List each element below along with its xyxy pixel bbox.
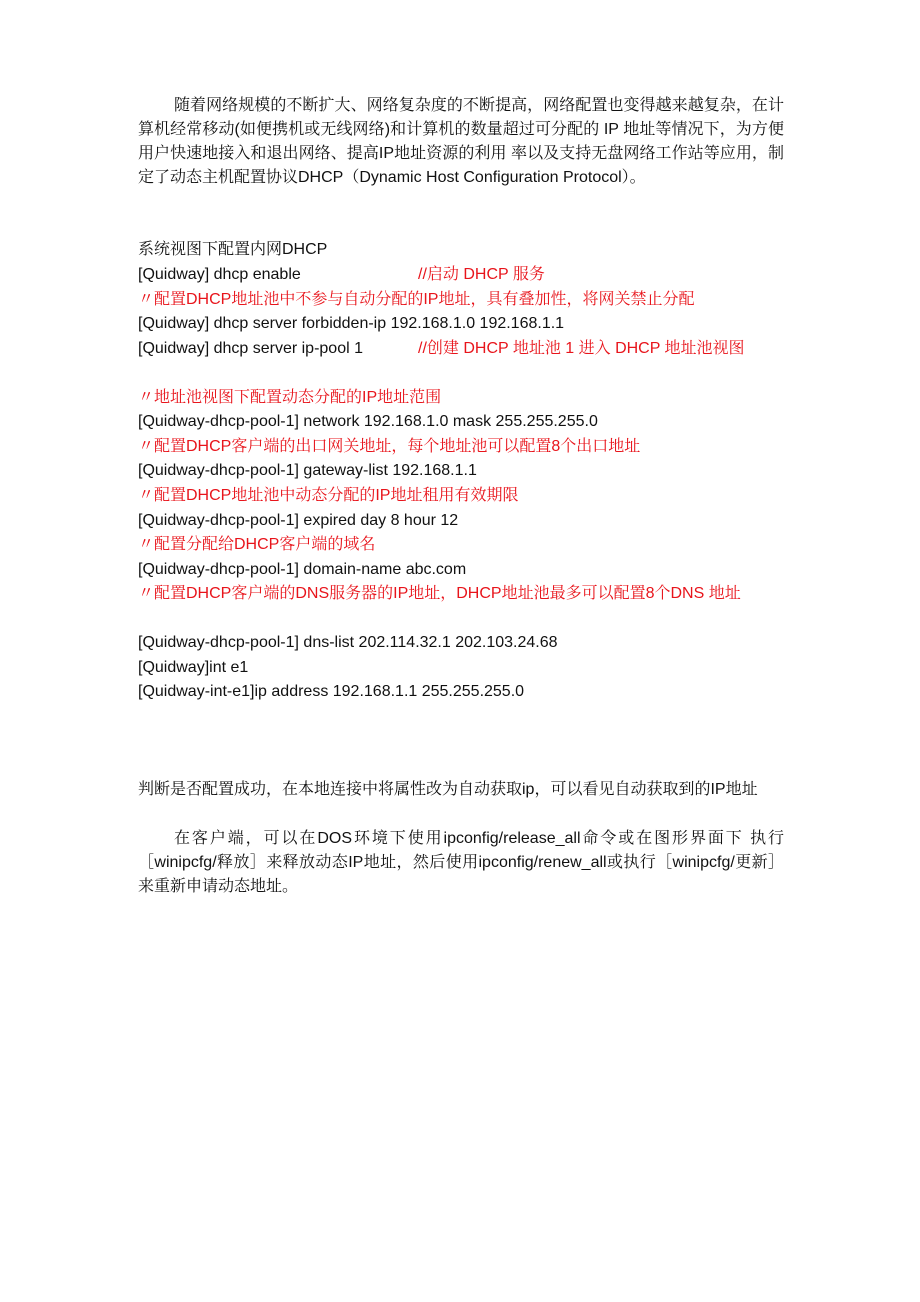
code-line-ip-pool bbox=[138, 337, 784, 361]
command-text: [Quidway] dhcp server ip-pool 1 bbox=[138, 340, 363, 357]
intro-paragraph: 随着网络规模的不断扩大、网络复杂度的不断提高，网络配置也变得越来越复杂，在计算机经常移动(如便携机或无线网络)和计算机的数量超过可分配的 IP 地址等情况下，为方便用户快速地接入和退出网络、提高IP地址资源的利用 率以及支持无盘网络工作站等应用，制定了动态主机配置协议DHCP（Dynamic Host Configuration Protocol）。 bbox=[138, 97, 784, 186]
comment-domain: 〃配置分配给DHCP客户端的域名 bbox=[138, 536, 376, 553]
client-paragraph: 在客户端，可以在DOS环境下使用ipconfig/release_all命令或在图形界面下 执行［winipcfg/释放］来释放动态IP地址，然后使用ipconfig/renew_all或执行［winipcfg/更新］来重新申请动态地址。 bbox=[138, 830, 784, 895]
code-line-expired: [Quidway-dhcp-pool-1] expired day 8 hour 12 bbox=[138, 512, 459, 529]
code-line-gateway: [Quidway-dhcp-pool-1] gateway-list 192.168.1.1 bbox=[138, 462, 477, 479]
code-line-network: [Quidway-dhcp-pool-1] network 192.168.1.0 mask 255.255.255.0 bbox=[138, 413, 598, 430]
command-text: [Quidway] dhcp enable bbox=[138, 266, 301, 283]
code-line-dns: [Quidway-dhcp-pool-1] dns-list 202.114.32.1 202.103.24.68 bbox=[138, 634, 558, 651]
comment-text: //启动 DHCP 服务 bbox=[418, 266, 545, 283]
section-title: 系统视图下配置内网DHCP bbox=[138, 241, 328, 258]
comment-dns: 〃配置DHCP客户端的DNS服务器的IP地址，DHCP地址池最多可以配置8个DNS 地址 bbox=[138, 585, 741, 602]
code-line-ip-address: [Quidway-int-e1]ip address 192.168.1.1 255.255.255.0 bbox=[138, 683, 525, 700]
code-line-int-e1: [Quidway]int e1 bbox=[138, 659, 249, 676]
code-line-dhcp-enable bbox=[138, 263, 788, 287]
comment-network-range: 〃地址池视图下配置动态分配的IP地址范围 bbox=[138, 389, 442, 406]
comment-expired: 〃配置DHCP地址池中动态分配的IP地址租用有效期限 bbox=[138, 487, 519, 504]
comment-forbidden-ip: 〃配置DHCP地址池中不参与自动分配的IP地址，具有叠加性，将网关禁止分配 bbox=[138, 291, 695, 308]
code-line-forbidden-ip: [Quidway] dhcp server forbidden-ip 192.168.1.0 192.168.1.1 bbox=[138, 315, 565, 332]
verify-paragraph: 判断是否配置成功，在本地连接中将属性改为自动获取ip，可以看见自动获取到的IP地址 bbox=[138, 781, 758, 798]
comment-gateway: 〃配置DHCP客户端的出口网关地址，每个地址池可以配置8个出口地址 bbox=[138, 438, 641, 455]
comment-text: //创建 DHCP 地址池 1 进入 DHCP 地址池视图 bbox=[418, 340, 745, 357]
code-line-domain: [Quidway-dhcp-pool-1] domain-name abc.com bbox=[138, 561, 467, 578]
